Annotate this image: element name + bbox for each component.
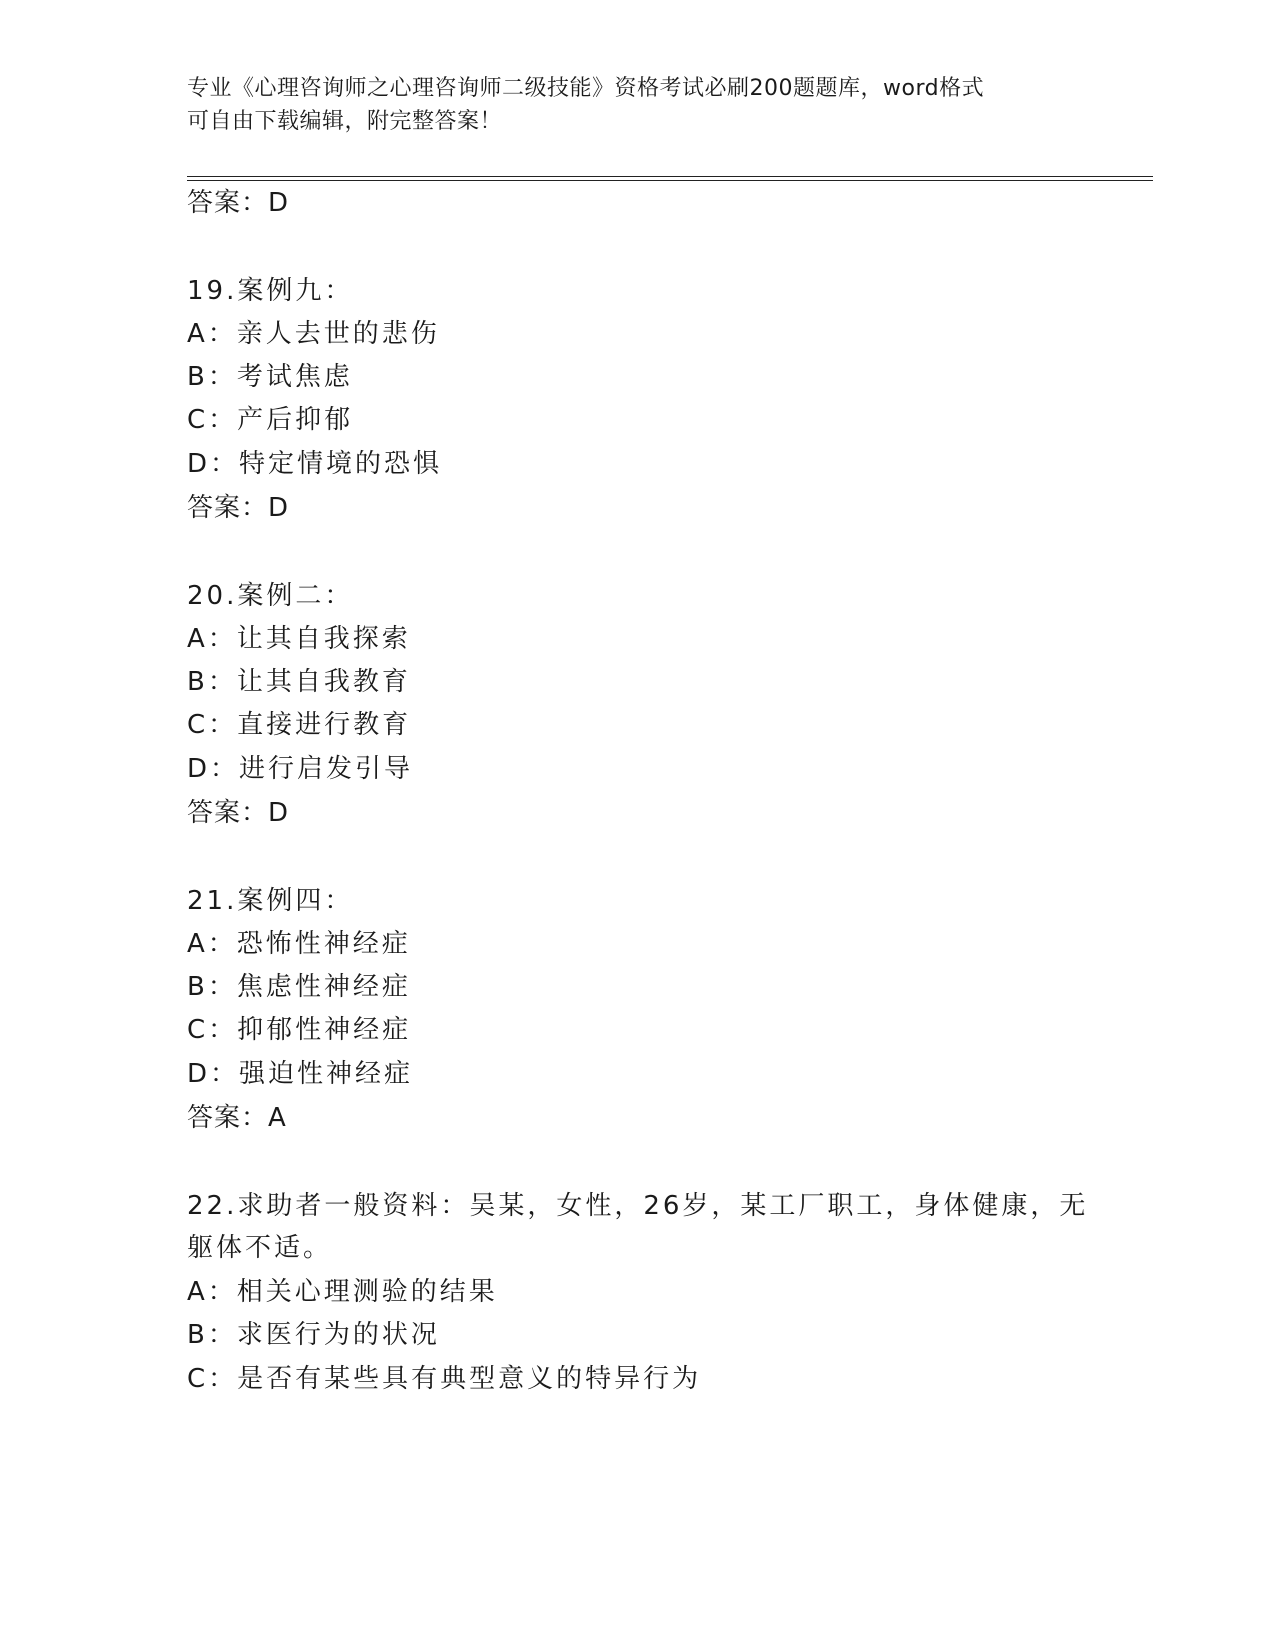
option-a: A：恐怖性神经症 <box>187 929 411 959</box>
option-d: D：特定情境的恐惧 <box>187 449 443 479</box>
option-d: D：进行启发引导 <box>187 754 414 784</box>
option-c: C：抑郁性神经症 <box>187 1015 412 1045</box>
option-a: A：亲人去世的悲伤 <box>187 319 440 349</box>
option-b: B：求医行为的状况 <box>187 1320 440 1350</box>
question-title: 21.案例四： <box>187 886 354 916</box>
option-a: A：让其自我探索 <box>187 624 411 654</box>
header-line-1: 专业《心理咨询师之心理咨询师二级技能》资格考试必刷200题题库，word格式 <box>187 76 985 101</box>
header-divider <box>187 176 1153 181</box>
option-b: B：考试焦虑 <box>187 362 353 392</box>
answer-line: 答案：D <box>187 493 290 523</box>
option-b: B：焦虑性神经症 <box>187 972 411 1002</box>
page-header <box>187 72 1087 138</box>
question-title: 19.案例九： <box>187 276 354 306</box>
answer-line: 答案：D <box>187 798 290 828</box>
question-title: 20.案例二： <box>187 581 354 611</box>
option-c: C：产后抑郁 <box>187 405 354 435</box>
option-d: D：强迫性神经症 <box>187 1059 414 1089</box>
option-b: B：让其自我教育 <box>187 667 411 697</box>
answer-line: 答案：A <box>187 1103 287 1133</box>
answer-line: 答案：D <box>187 188 290 218</box>
header-line-2: 可自由下载编辑，附完整答案！ <box>187 109 503 134</box>
question-title: 22.求助者一般资料：吴某，女性，26岁，某工厂职工，身体健康，无 <box>187 1191 1089 1221</box>
option-c: C：是否有某些具有典型意义的特异行为 <box>187 1364 702 1394</box>
option-a: A：相关心理测验的结果 <box>187 1277 498 1307</box>
option-c: C：直接进行教育 <box>187 710 412 740</box>
question-title-continued: 躯体不适。 <box>187 1233 333 1263</box>
